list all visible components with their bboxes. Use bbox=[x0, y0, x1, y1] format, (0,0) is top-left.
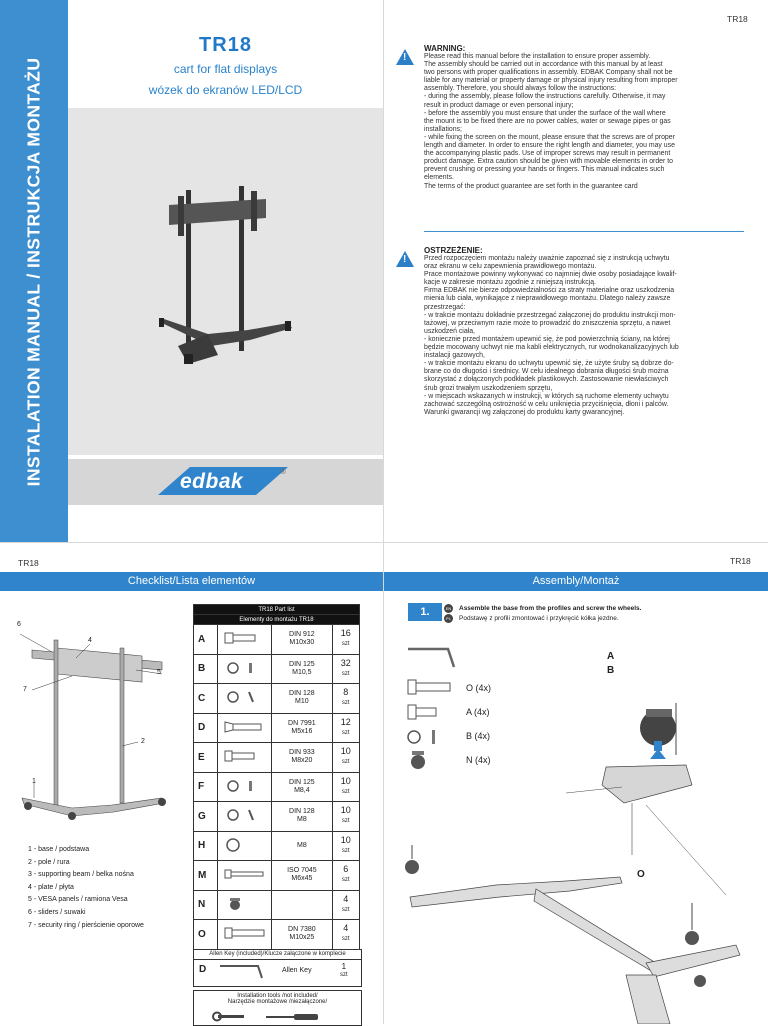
part-spec-2: M8 bbox=[297, 816, 307, 824]
part-spec-2: M6x45 bbox=[291, 875, 313, 883]
part-spec bbox=[272, 802, 332, 832]
callout-7: 7 bbox=[23, 686, 27, 693]
part-spec-2: M8x20 bbox=[291, 757, 313, 765]
part-letter: A bbox=[194, 625, 218, 655]
part-qty-unit: szt bbox=[341, 936, 350, 943]
warning-line: elements. bbox=[424, 174, 454, 182]
callout-1: 1 bbox=[32, 778, 36, 785]
part-letter: H bbox=[194, 831, 218, 861]
legend-item: 5 - VESA panels / ramiona Vesa bbox=[28, 896, 128, 904]
assembly-product-code: TR18 bbox=[730, 556, 751, 566]
step-number: 1. bbox=[408, 603, 442, 621]
warning-line: - during the assembly, please follow the instructions carefully. Otherwise, it may bbox=[424, 93, 666, 101]
warning-line: two persons with proper qualifications in assembly. EDBAK Company shall not be bbox=[424, 69, 673, 77]
base-assembly-illustration bbox=[396, 645, 768, 1024]
tools-header-2: Narzędzie montażowe /niezałączone/ bbox=[227, 999, 328, 1005]
allen-key-icon bbox=[218, 963, 268, 981]
flag-en-icon: EN bbox=[445, 606, 452, 611]
parts-table-row bbox=[194, 772, 360, 802]
part-qty-unit: szt bbox=[341, 670, 350, 677]
part-spec-2: M10x25 bbox=[289, 934, 315, 942]
callout-a: A bbox=[607, 651, 615, 662]
warning-line: Firma EDBAK nie bierze odpowiedzialności za straty materialne oraz uszkodzenia bbox=[424, 287, 675, 295]
legend-item: 2 - pole / rura bbox=[28, 858, 70, 866]
parts-legend bbox=[28, 844, 144, 932]
callout-5: 5 bbox=[157, 669, 161, 676]
warning-line: zachować szczególną ostrożność w celu uniknięcia przyciśnięcia, dłoni i palców. bbox=[424, 400, 669, 408]
warning-icon-pl: ! bbox=[396, 251, 414, 267]
warning-line: - before the assembly you must ensure that under the surface of the wall where bbox=[424, 109, 666, 117]
part-qty-value: 32 bbox=[340, 657, 351, 668]
warning-line: - w miejscach wskazanych w instrukcji, w których są ruchome elementy uchwytu bbox=[424, 392, 669, 400]
warning-divider bbox=[424, 231, 744, 232]
part-qty-value: 10 bbox=[340, 746, 351, 757]
part-qty-unit: szt bbox=[341, 847, 350, 854]
legend-item: 1 - base / podstawa bbox=[28, 846, 90, 853]
warning-pl-heading: OSTRZEŻENIE: bbox=[424, 246, 483, 255]
allen-key-label: Allen Key bbox=[282, 967, 312, 974]
warning-line: - while fixing the screen on the mount, please ensure that the screws are of proper bbox=[424, 133, 675, 141]
part-spec-1: DN 7380 bbox=[288, 926, 316, 934]
warning-line: będzie mocowany uchwyt nie ma kabli elektrycznych, rur wodnokanalizacyjnych lub bbox=[424, 344, 679, 352]
edbak-logo: edbak bbox=[180, 470, 244, 493]
cover-title: TR18 bbox=[199, 34, 252, 56]
callout-2: 2 bbox=[141, 738, 145, 745]
part-qty-unit: szt bbox=[341, 641, 350, 648]
warning-line: liable for any material or property damage or physical injury resulting from improper bbox=[424, 77, 678, 85]
warning-line: - w trakcie montażu dokładnie przestrzegać załączonej do produktu instrukcji mon- bbox=[424, 311, 676, 319]
cart-illustration bbox=[68, 108, 383, 455]
warning-en-heading: WARNING: bbox=[424, 44, 466, 53]
part-letter: N bbox=[194, 890, 218, 920]
warning-line: mienia lub ciała, wynikające z nieprawidłowego montażu. Dlatego należy zawsze bbox=[424, 295, 671, 303]
part-spec-2: M10 bbox=[295, 698, 309, 706]
warning-line: kacje w zakresie montażu zgodnie z niniejszą instrukcją. bbox=[424, 279, 596, 287]
cover-subtitle-en: cart for flat displays bbox=[173, 62, 278, 76]
part-spec-1: DIN 128 bbox=[289, 808, 315, 816]
part-label-n: N (4x) bbox=[466, 755, 491, 765]
part-icon bbox=[218, 772, 272, 802]
part-spec bbox=[272, 743, 332, 773]
part-icon bbox=[218, 831, 272, 861]
step-text-pl: Podstawę z profili zmontować i przykręcić kółka jezdne. bbox=[459, 615, 619, 622]
part-spec bbox=[272, 831, 332, 861]
part-qty-value: 10 bbox=[340, 775, 351, 786]
part-letter: M bbox=[194, 861, 218, 891]
parts-table bbox=[193, 604, 360, 950]
product-code-top-right: TR18 bbox=[727, 14, 748, 24]
warning-en-body bbox=[424, 53, 764, 191]
part-spec-1: DIN 125 bbox=[289, 778, 315, 786]
part-qty bbox=[332, 802, 360, 832]
legend-item: 3 - supporting beam / belka nośna bbox=[28, 871, 134, 879]
part-spec bbox=[272, 772, 332, 802]
cart-exploded-diagram bbox=[12, 620, 182, 820]
warning-line: Przed rozpoczęciem montażu należy uważnie zapoznać się z instrukcją uchwytu bbox=[424, 255, 670, 262]
part-icon bbox=[218, 861, 272, 891]
flag-pl-icon: PL bbox=[444, 614, 453, 623]
wrench-icon bbox=[212, 1011, 252, 1023]
warning-line: assembly. Therefore, you should always follow the instructions: bbox=[424, 85, 617, 93]
callout-b: B bbox=[607, 665, 615, 676]
part-icon bbox=[218, 920, 272, 950]
warning-line: śrub grozi trwałym uszkodzeniem sprzętu, bbox=[424, 384, 553, 392]
part-spec-1: M8 bbox=[297, 841, 307, 849]
allen-key-qty-unit: szt bbox=[340, 972, 348, 978]
warning-line: skorzystać z dołączonych podkładek plastikowych. Zastosowanie niewłaściwych bbox=[424, 376, 669, 384]
allen-key-box bbox=[193, 949, 362, 987]
logo-band bbox=[68, 459, 383, 505]
part-icon bbox=[218, 684, 272, 714]
callout-6: 6 bbox=[17, 621, 21, 628]
warning-line: prevent crushing or pressing your hands or fingers. This manual indicates such bbox=[424, 166, 665, 174]
parts-table-row bbox=[194, 713, 360, 743]
warning-line: installations; bbox=[424, 125, 462, 133]
warning-line: - w trakcie montażu ekranu do uchwytu upewnić się, że użyte śruby są dobrze do- bbox=[424, 360, 674, 368]
part-spec-1: DIN 128 bbox=[289, 690, 315, 698]
warning-line: product damage. Extra caution should be given with movable elements in order to bbox=[424, 158, 673, 166]
part-letter: F bbox=[194, 772, 218, 802]
warning-line: Prace montażowe powinny wykonywać co najmniej dwie osoby posiadające kwalif- bbox=[424, 271, 677, 279]
part-spec bbox=[272, 684, 332, 714]
tools-header-1: Installation tools /not included/ bbox=[237, 993, 318, 999]
parts-table-row bbox=[194, 625, 360, 655]
part-icon bbox=[218, 802, 272, 832]
warning-line: oraz ekranu w celu zapewnienia prawidłowego montażu. bbox=[424, 263, 597, 271]
checklist-header: Checklist/Lista elementów bbox=[0, 572, 383, 591]
parts-table-row bbox=[194, 654, 360, 684]
part-icon bbox=[218, 654, 272, 684]
logo-registered: ® bbox=[280, 467, 286, 476]
part-spec-2: M10,5 bbox=[292, 668, 312, 676]
allen-key-header: Allen Key (included)/Klucze załączone w komplecie bbox=[194, 950, 361, 960]
warning-line: instalacji gazowych, bbox=[424, 352, 485, 360]
part-letter: O bbox=[194, 920, 218, 950]
warning-line: tażowej, w przeciwnym razie może to prowadzić do zniszczenia sprzętu, a nawet bbox=[424, 319, 671, 327]
part-spec bbox=[272, 920, 332, 950]
part-spec-2: M5x16 bbox=[291, 727, 313, 735]
part-qty-unit: szt bbox=[341, 906, 350, 913]
part-spec bbox=[272, 861, 332, 891]
parts-table-row bbox=[194, 831, 360, 861]
part-spec bbox=[272, 890, 332, 920]
part-qty-value: 10 bbox=[340, 805, 351, 816]
screwdriver-icon bbox=[264, 1011, 324, 1023]
assembly-header: Assembly/Montaż bbox=[384, 572, 768, 591]
parts-table-row bbox=[194, 802, 360, 832]
part-letter: D bbox=[194, 713, 218, 743]
part-icon bbox=[218, 743, 272, 773]
part-label-o: O (4x) bbox=[466, 683, 492, 693]
callout-o: O bbox=[637, 869, 645, 880]
part-letter: G bbox=[194, 802, 218, 832]
part-qty-value: 6 bbox=[343, 864, 349, 875]
part-letter: E bbox=[194, 743, 218, 773]
warning-line: uszkodzeń ciała, bbox=[424, 327, 475, 335]
warning-line: The assembly should be carried out in accordance with this manual by at least bbox=[424, 61, 663, 69]
part-qty bbox=[332, 713, 360, 743]
part-qty-value: 4 bbox=[343, 923, 349, 934]
allen-key-qty-value: 1 bbox=[341, 962, 347, 971]
product-photo bbox=[68, 108, 383, 455]
tools-box bbox=[193, 990, 362, 1026]
allen-key-qty bbox=[340, 963, 348, 979]
part-spec-2: M10x30 bbox=[289, 639, 315, 647]
part-qty-value: 16 bbox=[340, 628, 351, 639]
part-spec bbox=[272, 625, 332, 655]
part-qty-value: 10 bbox=[340, 834, 351, 845]
part-spec bbox=[272, 713, 332, 743]
part-spec bbox=[272, 654, 332, 684]
part-qty bbox=[332, 743, 360, 773]
parts-table-title-pl: Elementy do montażu TR18 bbox=[194, 615, 360, 625]
page-divider-horizontal bbox=[0, 542, 768, 543]
part-label-a: A (4x) bbox=[466, 707, 490, 717]
allen-key-letter: D bbox=[199, 964, 207, 975]
part-qty bbox=[332, 654, 360, 684]
warning-line: The terms of the product guarantee are set forth in the guarantee card bbox=[424, 182, 638, 190]
part-qty-unit: szt bbox=[341, 759, 350, 766]
legend-item: 7 - security ring / pierścienie oporowe bbox=[28, 921, 144, 929]
part-qty bbox=[332, 831, 360, 861]
part-qty bbox=[332, 861, 360, 891]
legend-item: 4 - plate / płyta bbox=[28, 883, 74, 891]
part-spec-1: DIN 125 bbox=[289, 660, 315, 668]
page-divider-vertical bbox=[383, 0, 384, 1024]
warning-icon-en: ! bbox=[396, 49, 414, 65]
warning-pl-body bbox=[424, 255, 764, 417]
part-qty-unit: szt bbox=[341, 818, 350, 825]
part-qty bbox=[332, 890, 360, 920]
part-qty bbox=[332, 684, 360, 714]
parts-table-row bbox=[194, 890, 360, 920]
part-letter: B bbox=[194, 654, 218, 684]
warning-line: the mount is to be fixed there are no power cables, water or sewage pipes or gas bbox=[424, 117, 671, 125]
part-spec-1: DIN 933 bbox=[289, 749, 315, 757]
warning-line: przestrzegać: bbox=[424, 303, 466, 311]
part-letter: C bbox=[194, 684, 218, 714]
legend-item: 6 - sliders / suwaki bbox=[28, 908, 86, 916]
warning-line: result in product damage or even personal injury; bbox=[424, 101, 574, 109]
warning-line: Warunki gwarancji wg załączonej do produktu karty gwarancyjnej. bbox=[424, 408, 625, 416]
cover-side-band bbox=[0, 0, 68, 542]
warning-line: brane co do długości i średnicy. W celu idealnego dobrania długości śrub można bbox=[424, 368, 669, 376]
part-qty-value: 4 bbox=[343, 893, 349, 904]
part-icon bbox=[218, 713, 272, 743]
warning-line: length and diameter. In order to ensure the right length and diameter, you may use bbox=[424, 142, 675, 150]
parts-table-row bbox=[194, 684, 360, 714]
part-qty bbox=[332, 772, 360, 802]
part-qty-value: 12 bbox=[340, 716, 351, 727]
callout-4: 4 bbox=[88, 637, 92, 644]
cover-band-title: INSTALATION MANUAL / INSTRUKCJA MONTAŻU bbox=[23, 57, 44, 487]
part-spec-1: ISO 7045 bbox=[287, 867, 317, 875]
part-qty bbox=[332, 625, 360, 655]
parts-table-row bbox=[194, 920, 360, 950]
part-spec-1: DIN 912 bbox=[289, 631, 315, 639]
warning-line: - koniecznie przed montażem upewnić się, że pod powierzchnią ściany, na której bbox=[424, 335, 670, 343]
part-qty-value: 8 bbox=[343, 687, 349, 698]
part-spec-1: DN 7991 bbox=[288, 719, 316, 727]
part-spec-2: M8,4 bbox=[294, 786, 310, 794]
part-qty bbox=[332, 920, 360, 950]
part-qty-unit: szt bbox=[341, 729, 350, 736]
part-qty-unit: szt bbox=[341, 877, 350, 884]
part-qty-unit: szt bbox=[341, 788, 350, 795]
parts-table-row bbox=[194, 743, 360, 773]
step-text-en: Assemble the base from the profiles and screw the wheels. bbox=[459, 605, 642, 612]
parts-table-title: TR18 Part list bbox=[194, 605, 360, 615]
part-label-b: B (4x) bbox=[466, 731, 491, 741]
part-icon bbox=[218, 625, 272, 655]
warning-line: Please read this manual before the installation to ensure proper assembly. bbox=[424, 53, 651, 60]
warning-line: the accompanying plastic pads. Use of improper screws may result in permanent bbox=[424, 150, 671, 158]
cover-subtitle-pl: wózek do ekranów LED/LCD bbox=[148, 83, 303, 97]
part-icon bbox=[218, 890, 272, 920]
checklist-product-code: TR18 bbox=[18, 558, 39, 568]
part-qty-unit: szt bbox=[341, 700, 350, 707]
parts-table-row bbox=[194, 861, 360, 891]
